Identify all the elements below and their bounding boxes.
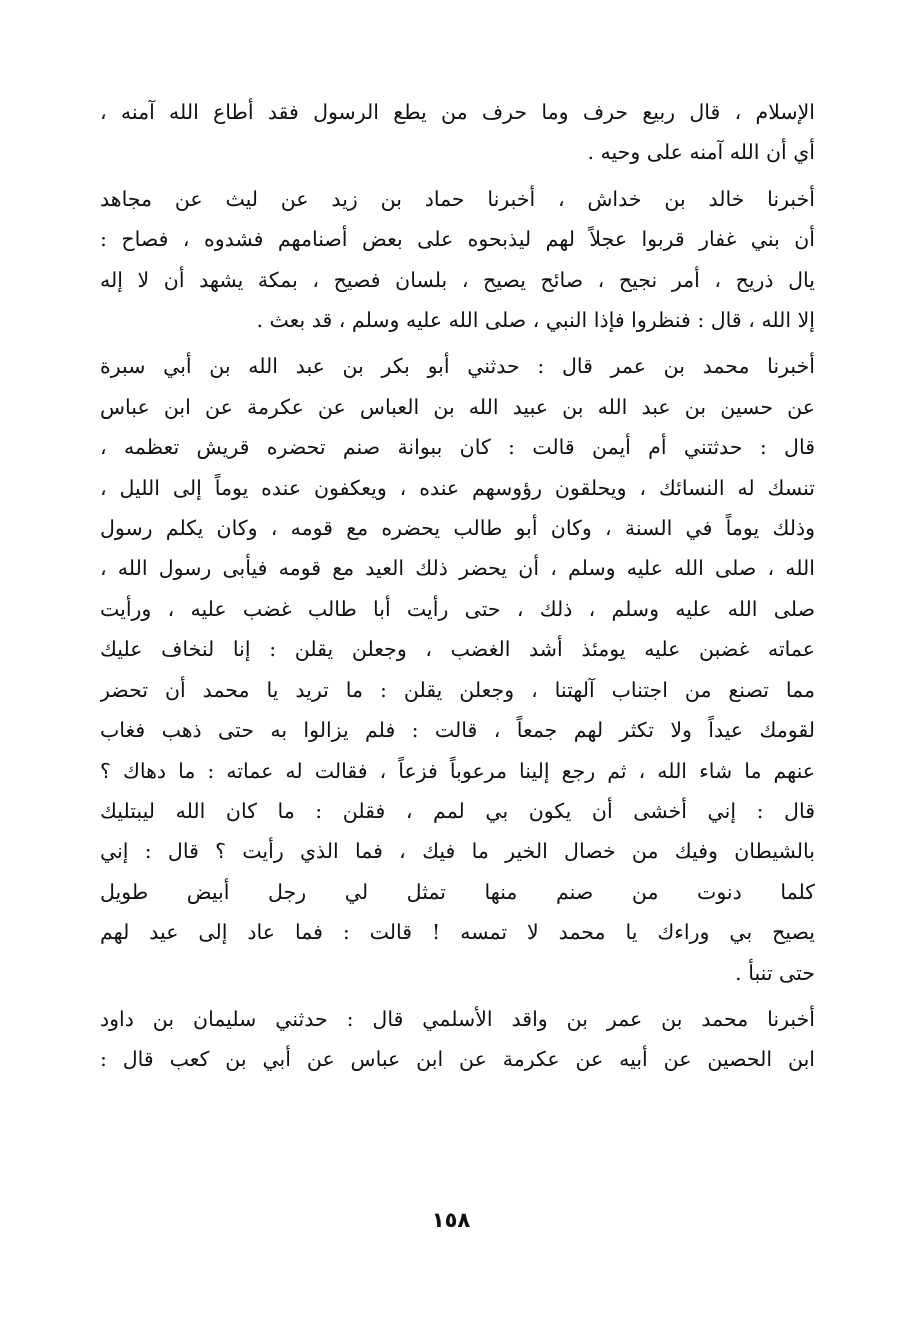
paragraph-3	[100, 346, 815, 993]
text-line: أن بني غفار قربوا عجلاً لهم ليذبحوه على بعض أصنامهم فشدوه ، فصاح :	[100, 227, 815, 252]
text-line: قال : إني أخشى أن يكون بي لمم ، فقلن : ما كان الله ليبتليك	[100, 798, 815, 823]
text-line: أخبرنا خالد بن خداش ، أخبرنا حماد بن زيد عن ليث عن مجاهد	[100, 186, 815, 211]
text-line: صلى الله عليه وسلم ، ذلك ، حتى رأيت أبا طالب غضب عليه ، ورأيت	[100, 596, 815, 621]
page-number: ١٥٨	[431, 1208, 471, 1232]
text-line: أي أن الله آمنه على وحيه .	[587, 140, 815, 165]
paragraph-4	[100, 999, 815, 1080]
text-line: أخبرنا محمد بن عمر بن واقد الأسلمي قال : حدثني سليمان بن داود	[100, 1006, 815, 1031]
text-line: كلما دنوت من صنم منها تمثل لي رجل أبيض طويل	[100, 879, 815, 904]
paragraph-2	[100, 179, 815, 341]
text-line: بالشيطان وفيك من خصال الخير ما فيك ، فما الذي رأيت ؟ قال : إني	[100, 839, 815, 864]
text-line: مما تصنع من اجتناب آلهتنا ، وجعلن يقلن : ما تريد يا محمد أن تحضر	[100, 677, 815, 702]
text-line: يال ذريح ، أمر نجيح ، صائح يصيح ، بلسان فصيح ، بمكة يشهد أن لا إله	[100, 267, 815, 292]
text-line: عماته غضبن عليه يومئذ أشد الغضب ، وجعلن يقلن : إنا لنخاف عليك	[100, 637, 815, 662]
paragraph-1	[100, 92, 815, 173]
text-line: الله ، صلى الله عليه وسلم ، أن يحضر ذلك العيد مع قومه فيأبى رسول الله ،	[100, 556, 815, 581]
text-line: لقومك عيداً ولا تكثر لهم جمعاً ، قالت : فلم يزالوا به حتى ذهب فغاب	[100, 718, 815, 743]
text-line: أخبرنا محمد بن عمر قال : حدثني أبو بكر بن عبد الله بن أبي سبرة	[100, 354, 815, 379]
text-line: قال : حدثتني أم أيمن قالت : كان ببوانة صنم تحضره قريش تعظمه ،	[100, 435, 815, 460]
text-line: وذلك يوماً في السنة ، وكان أبو طالب يحضره مع قومه ، وكان يكلم رسول	[100, 516, 815, 541]
page-body	[100, 92, 815, 1080]
text-line: ابن الحصين عن أبيه عن عكرمة عن ابن عباس عن أبي بن كعب قال :	[100, 1047, 815, 1072]
text-line: الإسلام ، قال ربيع حرف وما حرف من يطع الرسول فقد أطاع الله آمنه ،	[100, 100, 815, 124]
text-line: عنهم ما شاء الله ، ثم رجع إلينا مرعوباً فزعاً ، فقالت له عماته : ما دهاك ؟	[100, 758, 815, 783]
text-line: حتى تنبأ .	[735, 960, 815, 985]
text-line: إلا الله ، قال : فنظروا فإذا النبي ، صلى الله عليه وسلم ، قد بعث .	[256, 308, 815, 333]
text-line: يصيح بي وراءك يا محمد لا تمسه ! قالت : فما عاد إلى عيد لهم	[100, 920, 815, 945]
text-line: تنسك له النسائك ، ويحلقون رؤوسهم عنده ، ويعكفون عنده يوماً إلى الليل ،	[100, 475, 815, 500]
text-line: عن حسين بن عبد الله بن عبيد الله بن العباس عن عكرمة عن ابن عباس	[100, 394, 815, 419]
